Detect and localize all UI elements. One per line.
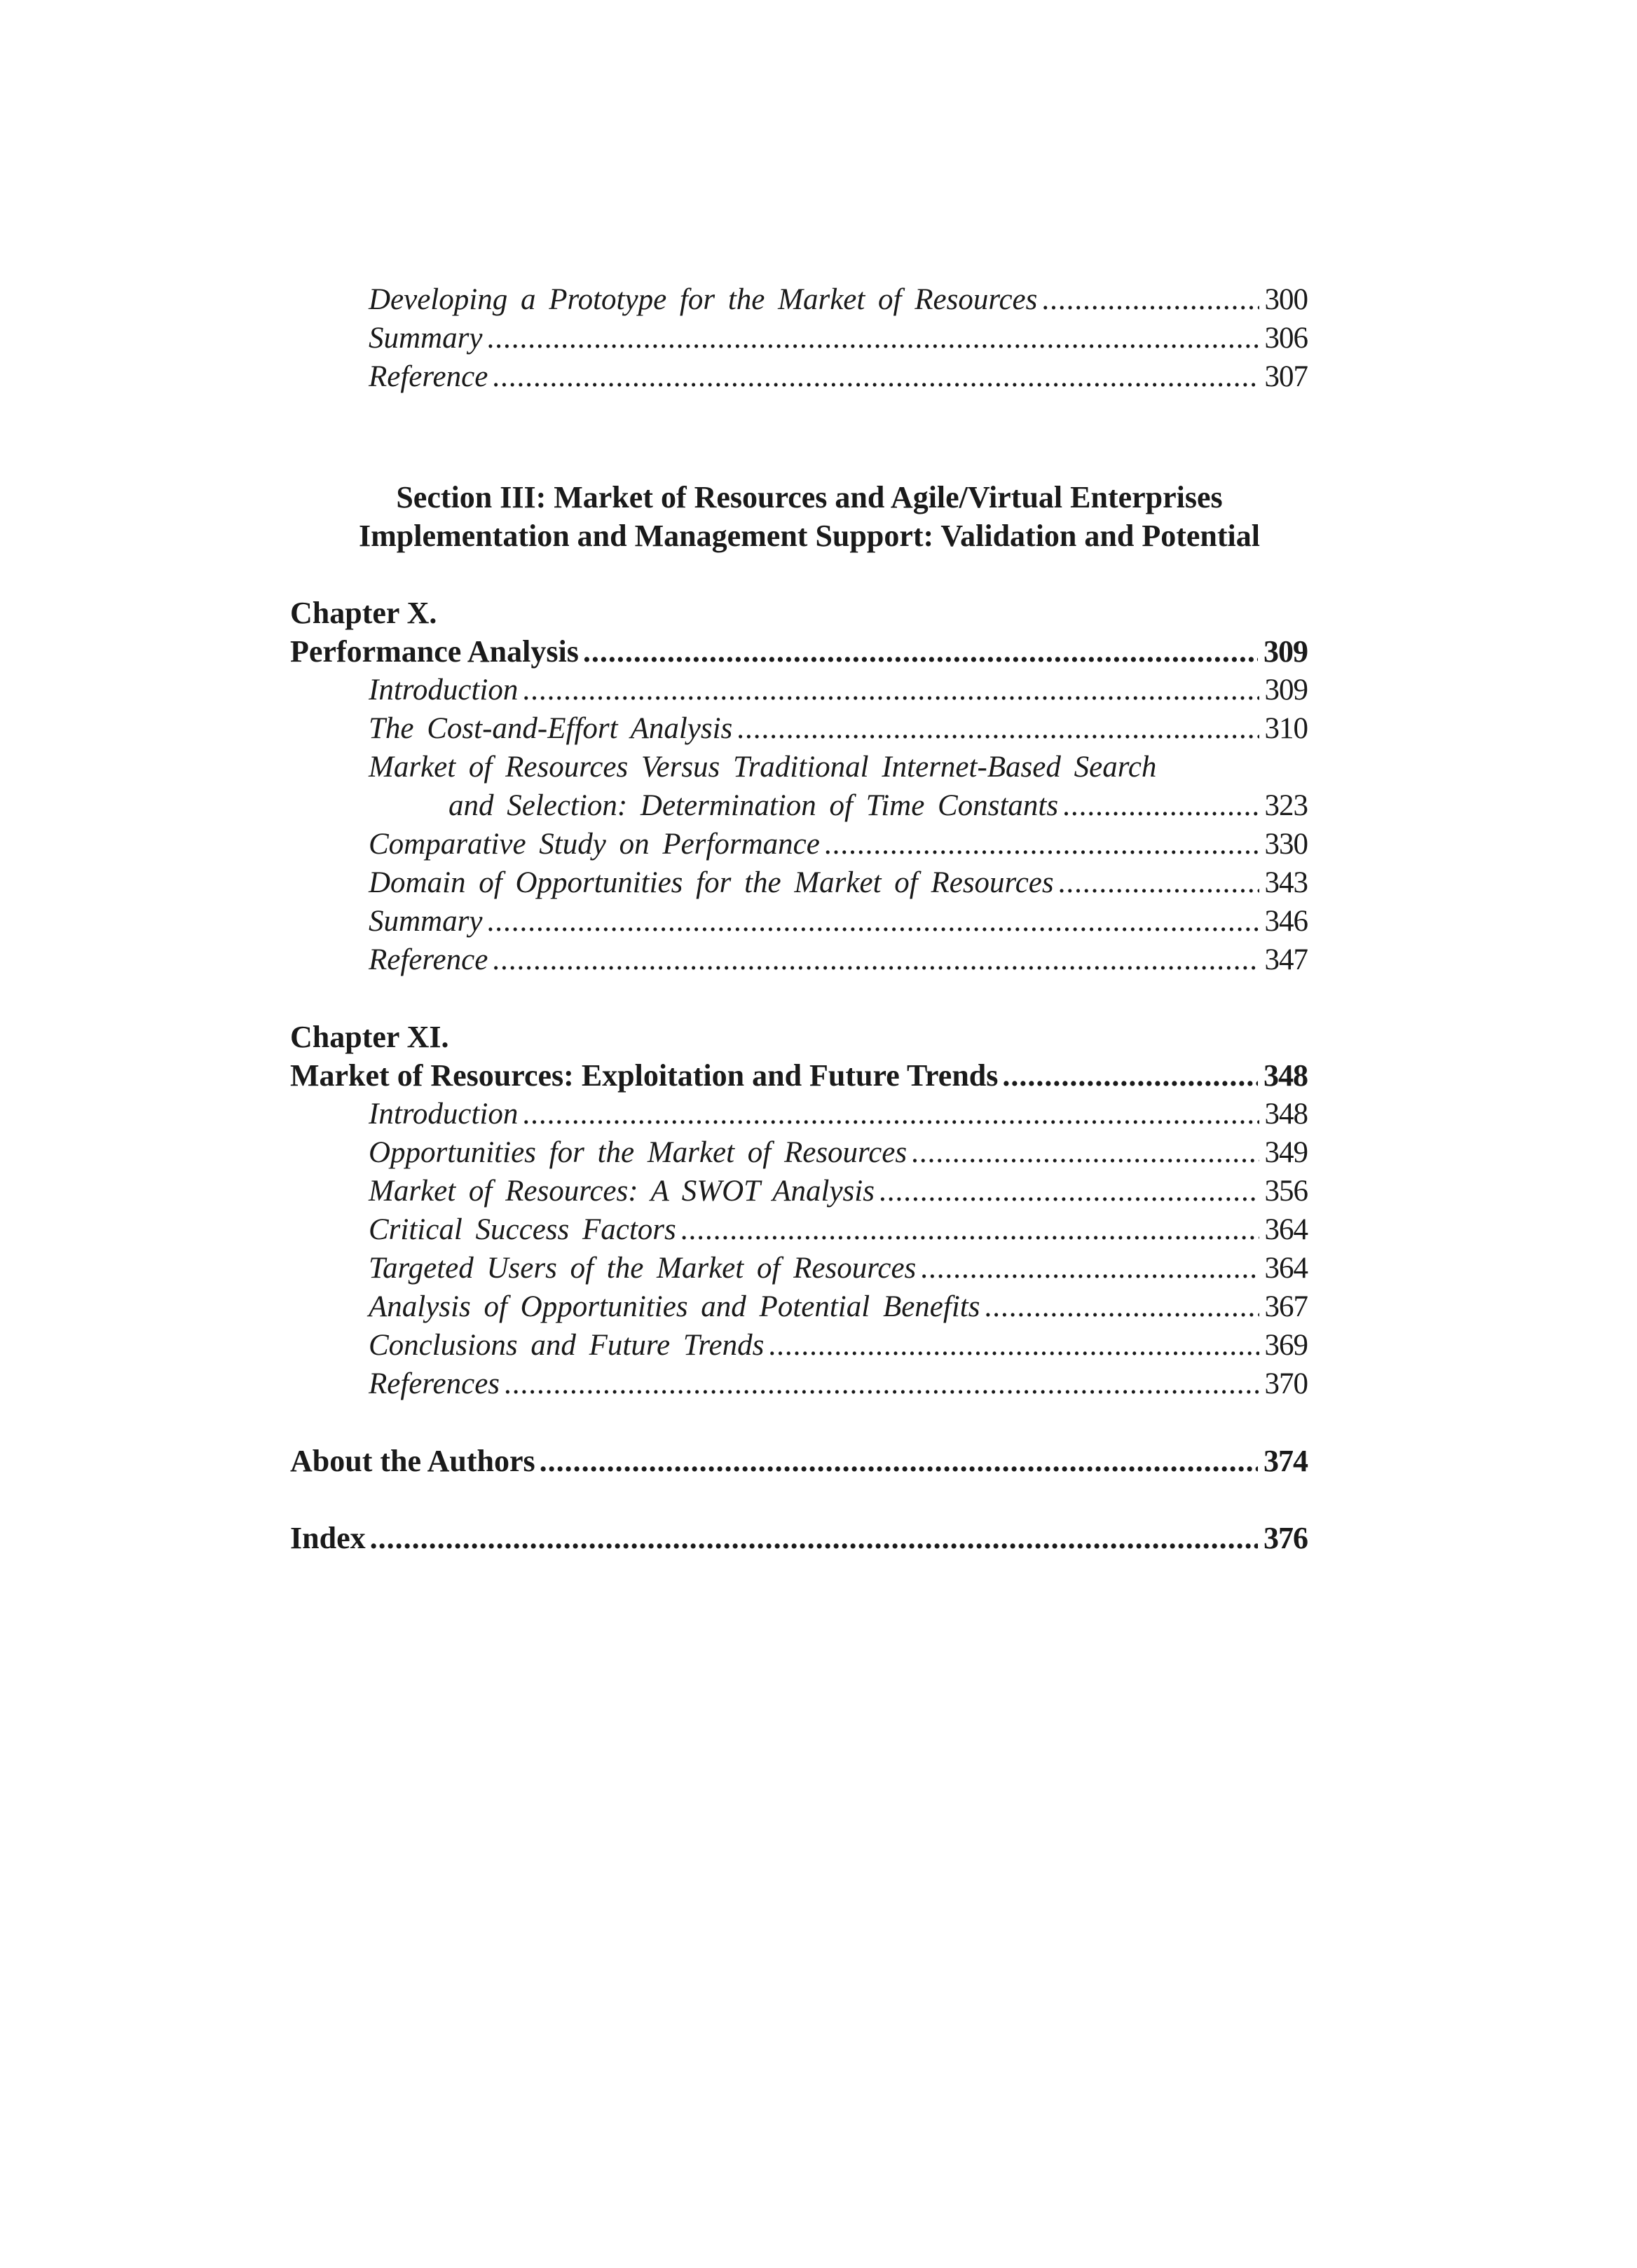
toc-entry-page: 309 xyxy=(1264,674,1308,706)
chapter-page: 309 xyxy=(1263,634,1308,669)
toc-entry-page: 343 xyxy=(1264,866,1308,899)
toc-entry-page: 370 xyxy=(1264,1367,1308,1400)
back-matter-entry[interactable] xyxy=(290,1519,1308,1557)
chapter-page: 348 xyxy=(1263,1058,1308,1093)
dot-leader xyxy=(522,1095,1259,1133)
chapter-entry[interactable] xyxy=(290,632,1308,671)
toc-entry[interactable] xyxy=(290,1287,1308,1326)
toc-entry-page: 346 xyxy=(1264,905,1308,938)
dot-leader xyxy=(486,319,1259,357)
dot-leader xyxy=(1041,280,1259,319)
toc-entry-page: 330 xyxy=(1264,828,1308,861)
dot-leader xyxy=(1062,786,1259,825)
toc-entry-title: Opportunities for the Market of Resources xyxy=(369,1136,907,1169)
toc-entry[interactable] xyxy=(290,319,1308,357)
chapter-title: Performance Analysis xyxy=(290,634,579,669)
toc-entry-title: Summary xyxy=(369,905,483,938)
toc-entry[interactable] xyxy=(290,786,1308,825)
chapter-label: Chapter X. xyxy=(290,596,437,630)
toc-entry-title: Analysis of Opportunities and Potential Benefits xyxy=(369,1290,980,1323)
dot-leader xyxy=(504,1365,1259,1403)
back-matter-title: About the Authors xyxy=(290,1444,535,1478)
dot-leader xyxy=(911,1133,1259,1172)
toc-entry-title: The Cost-and-Effort Analysis xyxy=(369,712,733,745)
toc-entry-title: References xyxy=(369,1367,500,1400)
toc-entry-page: 349 xyxy=(1264,1136,1308,1169)
toc-entry-page: 300 xyxy=(1264,283,1308,316)
dot-leader xyxy=(737,709,1259,748)
chapter-label: Chapter XI. xyxy=(290,1020,449,1054)
toc-entry-title-line-1[interactable]: Market of Resources Versus Traditional Internet-Based Search xyxy=(369,751,1157,784)
toc-entry[interactable] xyxy=(290,1133,1308,1172)
chapter-entry[interactable] xyxy=(290,1056,1308,1095)
toc-entry[interactable] xyxy=(290,1365,1308,1403)
spacer xyxy=(290,1403,1308,1442)
dot-leader xyxy=(824,825,1259,863)
dot-leader xyxy=(768,1326,1259,1365)
toc-entry-page: 356 xyxy=(1264,1175,1308,1208)
toc-entry-page: 310 xyxy=(1264,712,1308,745)
toc-entry-page: 323 xyxy=(1264,789,1308,822)
toc-entry-page: 348 xyxy=(1264,1098,1308,1130)
table-of-contents xyxy=(290,280,1308,1557)
toc-entry-page: 367 xyxy=(1264,1290,1308,1323)
toc-entry[interactable] xyxy=(290,863,1308,902)
dot-leader xyxy=(583,632,1258,671)
toc-entry-title: Domain of Opportunities for the Market of Resources xyxy=(369,866,1054,899)
toc-entry-page: 364 xyxy=(1264,1252,1308,1285)
toc-entry[interactable] xyxy=(290,709,1308,748)
spacer xyxy=(290,396,1308,478)
toc-entry-title: Reference xyxy=(369,943,488,976)
dot-leader xyxy=(486,902,1259,941)
section-heading xyxy=(311,478,1308,555)
dot-leader xyxy=(879,1172,1259,1210)
toc-entry[interactable] xyxy=(290,1172,1308,1210)
section-heading-line-1: Section III: Market of Resources and Agile/Virtual Enterprises xyxy=(396,480,1223,514)
toc-entry-title: Conclusions and Future Trends xyxy=(369,1329,765,1362)
toc-entry-title: Critical Success Factors xyxy=(369,1213,676,1246)
toc-entry-title: Introduction xyxy=(369,1098,519,1130)
toc-entry-page: 307 xyxy=(1264,360,1308,393)
toc-entry-page: 369 xyxy=(1264,1329,1308,1362)
toc-entry[interactable] xyxy=(290,671,1308,709)
toc-entry-title: Developing a Prototype for the Market of Resources xyxy=(369,283,1038,316)
section-heading-line-2: Implementation and Management Support: Validation and Potential xyxy=(359,519,1260,553)
toc-entry-title-line-2: and Selection: Determination of Time Constants xyxy=(448,789,1059,822)
dot-leader xyxy=(370,1519,1258,1557)
dot-leader xyxy=(680,1210,1259,1249)
spacer xyxy=(290,555,1308,594)
toc-entry-page: 347 xyxy=(1264,943,1308,976)
dot-leader xyxy=(984,1287,1259,1326)
dot-leader xyxy=(522,671,1259,709)
toc-entry-page: 306 xyxy=(1264,322,1308,355)
toc-entry[interactable] xyxy=(290,1249,1308,1287)
spacer xyxy=(290,1480,1308,1519)
dot-leader xyxy=(540,1442,1258,1480)
toc-entry[interactable] xyxy=(290,941,1308,979)
toc-entry-page: 364 xyxy=(1264,1213,1308,1246)
back-matter-entry[interactable] xyxy=(290,1442,1308,1480)
dot-leader xyxy=(492,941,1259,979)
toc-entry-title: Reference xyxy=(369,360,488,393)
toc-entry[interactable] xyxy=(290,825,1308,863)
back-matter-page: 376 xyxy=(1263,1521,1308,1555)
back-matter-page: 374 xyxy=(1263,1444,1308,1478)
toc-entry[interactable] xyxy=(290,1326,1308,1365)
toc-entry-title: Introduction xyxy=(369,674,519,706)
toc-entry-title: Comparative Study on Performance xyxy=(369,828,820,861)
dot-leader xyxy=(1058,863,1259,902)
toc-entry-title: Market of Resources: A SWOT Analysis xyxy=(369,1175,875,1208)
spacer xyxy=(290,979,1308,1018)
toc-entry[interactable] xyxy=(290,1095,1308,1133)
toc-entry[interactable] xyxy=(290,902,1308,941)
dot-leader xyxy=(920,1249,1259,1287)
back-matter-title: Index xyxy=(290,1521,366,1555)
chapter-title: Market of Resources: Exploitation and Future Trends xyxy=(290,1058,999,1093)
dot-leader xyxy=(1002,1056,1258,1095)
toc-entry-title: Summary xyxy=(369,322,483,355)
dot-leader xyxy=(492,357,1259,396)
toc-entry[interactable] xyxy=(290,280,1308,319)
toc-entry[interactable] xyxy=(290,357,1308,396)
toc-entry[interactable] xyxy=(290,1210,1308,1249)
toc-entry-title: Targeted Users of the Market of Resources xyxy=(369,1252,917,1285)
